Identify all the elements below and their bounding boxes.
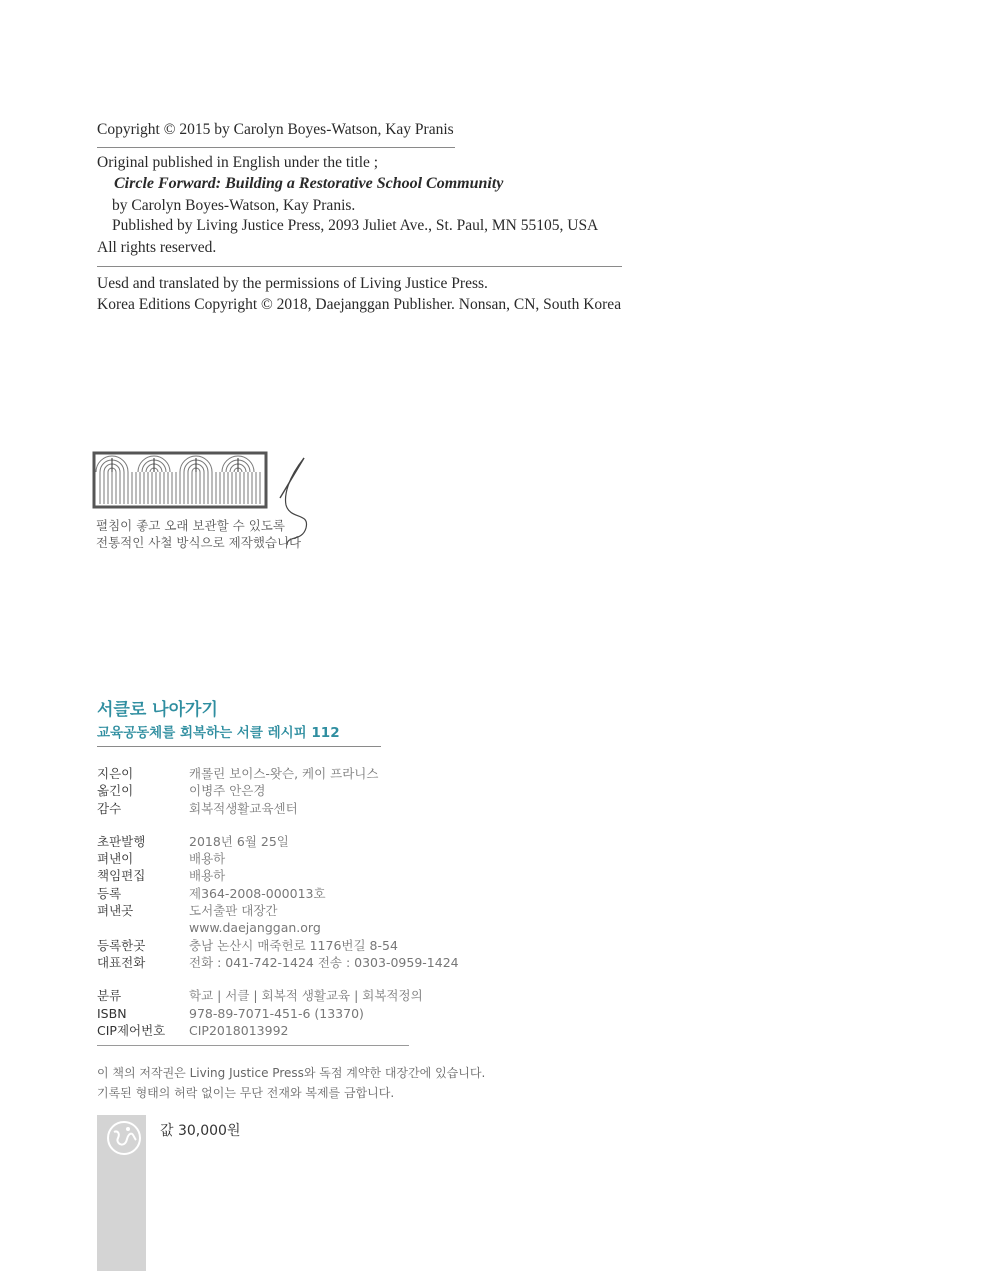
info-key: 등록 [97, 885, 122, 901]
info-key [97, 919, 189, 936]
info-key: 분류 [97, 988, 122, 1004]
info-key: 감수 [97, 800, 122, 816]
publication-info [97, 765, 459, 1039]
info-row [97, 954, 459, 971]
korea-copyright-line: Korea Editions Copyright © 2018, Daejanggan Publisher. Nonsan, CN, South Korea [97, 296, 622, 313]
info-key: CIP제어번호 [97, 1022, 166, 1038]
info-key: 등록한곳 [97, 937, 146, 953]
info-row [97, 987, 459, 1004]
info-row [97, 850, 459, 867]
binding-note-line1: 펼침이 좋고 오래 보관할 수 있도록 [96, 518, 285, 533]
info-value: 이병주 안은경 [189, 783, 266, 799]
info-row [97, 902, 459, 919]
divider [97, 746, 381, 747]
used-line: Uesd and translated by the permissions of Living Justice Press. [97, 275, 488, 292]
info-row [97, 1005, 459, 1022]
info-value: 제364-2008-000013호 [189, 885, 326, 901]
notice-line1: 이 책의 저작권은 Living Justice Press와 독점 계약한 대장간에 있습니다. [97, 1066, 486, 1080]
korean-book-subtitle: 교육공동체를 회복하는 서클 레시피 112 [97, 725, 340, 741]
info-value: 충남 논산시 매죽헌로 1176번길 8-54 [189, 937, 398, 953]
info-row [97, 867, 459, 884]
info-value: 978-89-7071-451-6 (13370) [189, 1005, 364, 1021]
by-line: by Carolyn Boyes-Watson, Kay Pranis. [112, 197, 356, 214]
info-row [97, 833, 459, 850]
divider [97, 1045, 409, 1046]
info-value: 캐롤린 보이스-왓슨, 케이 프라니스 [189, 766, 379, 781]
info-value: 회복적생활교육센터 [189, 800, 298, 816]
info-key: 대표전화 [97, 954, 146, 970]
book-title-english: Circle Forward: Building a Restorative School Community [114, 175, 504, 192]
info-key: 펴낸이 [97, 851, 134, 867]
info-value: 2018년 6월 25일 [189, 833, 289, 849]
original-published: Original published in English under the title ; [97, 154, 379, 171]
divider [97, 147, 455, 148]
info-value: 학교 | 서클 | 회복적 생활교육 | 회복적정의 [189, 988, 423, 1004]
info-value: 배용하 [189, 868, 226, 884]
info-row [97, 937, 459, 954]
info-row [97, 919, 459, 936]
info-key: 펴낸곳 [97, 903, 134, 919]
info-row [97, 800, 459, 817]
info-value: CIP2018013992 [189, 1022, 289, 1038]
copyright-notice [97, 1063, 485, 1103]
globe-logo-icon [106, 1120, 142, 1160]
info-value: 배용하 [189, 851, 226, 867]
price: 값 30,000원 [160, 1123, 241, 1139]
info-value: www.daejanggan.org [189, 920, 321, 936]
binding-note-line2: 전통적인 사철 방식으로 제작했습니다 [96, 535, 302, 550]
info-value: 전화 : 041-742-1424 전송 : 0303-0959-1424 [189, 954, 459, 970]
divider [97, 266, 622, 267]
info-key: 초판발행 [97, 833, 146, 849]
info-key: ISBN [97, 1005, 127, 1021]
notice-line2: 기록된 형태의 허락 없이는 무단 전재와 복제를 금합니다. [97, 1086, 395, 1100]
info-row [97, 782, 459, 799]
info-value: 도서출판 대장간 [189, 903, 278, 919]
info-row [97, 765, 459, 782]
publisher-line: Published by Living Justice Press, 2093 Juliet Ave., St. Paul, MN 55105, USA [112, 217, 599, 234]
copyright-line: Copyright © 2015 by Carolyn Boyes-Watson, Kay Pranis [97, 121, 454, 138]
info-row [97, 885, 459, 902]
rights-line: All rights reserved. [97, 239, 217, 256]
info-row [97, 1022, 459, 1039]
info-key: 옮긴이 [97, 783, 134, 799]
korean-book-title: 서클로 나아가기 [97, 700, 218, 720]
info-key: 지은이 [97, 766, 134, 781]
info-key: 책임편집 [97, 868, 146, 884]
binding-note [96, 517, 301, 551]
